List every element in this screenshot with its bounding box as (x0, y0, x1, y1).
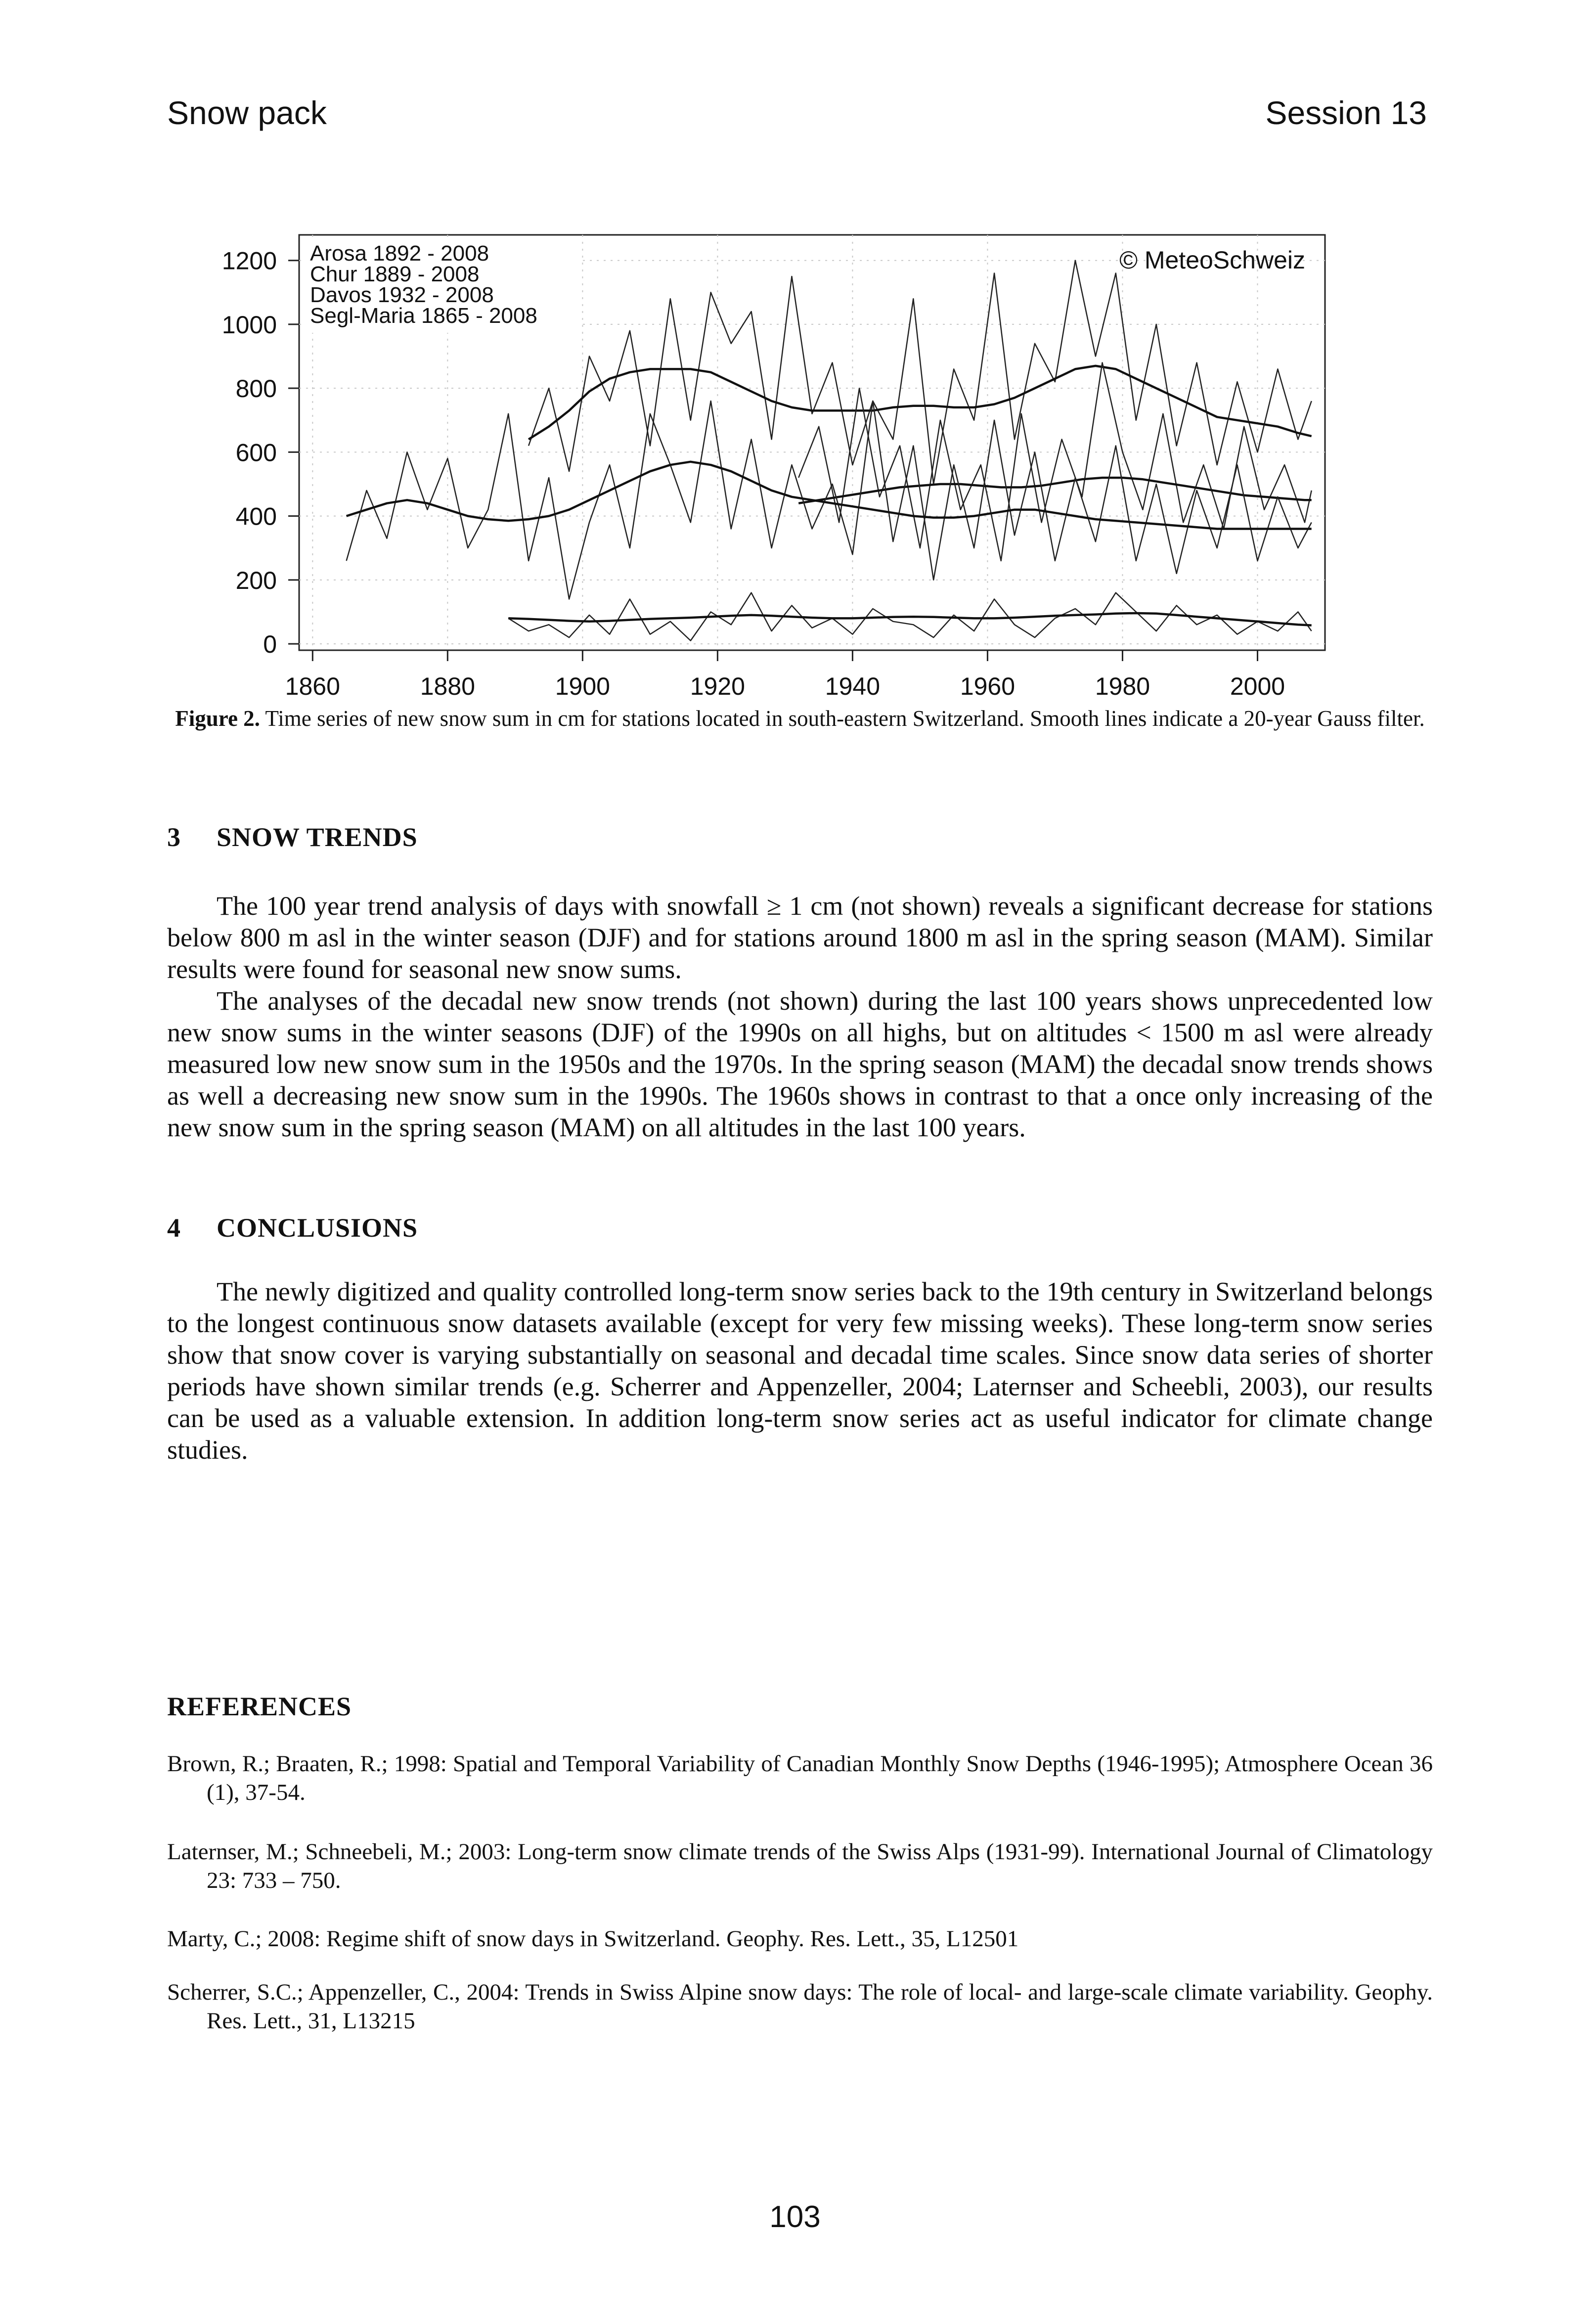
snow-sum-chart (188, 227, 1345, 702)
reference-item: Marty, C.; 2008: Regime shift of snow days in Switzerland. Geophy. Res. Lett., 35, L12501 (167, 1926, 1019, 1952)
legend-entry: Chur 1889 - 2008 (310, 262, 480, 286)
figure-label: Figure 2. (175, 706, 260, 731)
reference-item: Laternser, M.; Schneebeli, M.; 2003: Long-term snow climate trends of the Swiss Alps (1931-99). International Journal of Climatology 23: 733 – 750. (167, 1839, 1433, 1893)
legend-entry: Davos 1932 - 2008 (310, 283, 494, 307)
section-title: SNOW TRENDS (217, 822, 418, 852)
x-tick-label: 1980 (1095, 672, 1150, 700)
legend-entry: Segl-Maria 1865 - 2008 (310, 304, 537, 328)
section-4-body (167, 1276, 1433, 1466)
paragraph: The analyses of the decadal new snow trends (not shown) during the last 100 years shows unprecedented low new snow sums in the winter seasons (DJF) of the 1990s on all highs, but on altitudes < 1500 m asl were already measured low new snow sum in the 1950s and the 1970s. In the spring season (MAM) the decadal snow trends shows as well a decreasing new snow sum in the 1990s. The 1960s shows in contrast to that a once only increasing of the new snow sum in the spring season (MAM) on all altitudes in the last 100 years. (167, 986, 1433, 1142)
section-number: 3 (167, 822, 181, 852)
x-tick-label: 1900 (555, 672, 610, 700)
reference-item: Scherrer, S.C.; Appenzeller, C., 2004: Trends in Swiss Alpine snow days: The role of local- and large-scale climate variability. Geophy. Res. Lett., 31, L13215 (167, 1979, 1433, 2034)
running-header-right: Session 13 (1265, 94, 1427, 131)
section-3-heading (167, 822, 418, 852)
reference-item: Brown, R.; Braaten, R.; 1998: Spatial and Temporal Variability of Canadian Monthly Snow Depths (1946-1995); Atmosphere Ocean 36 (1), 37-54. (167, 1751, 1433, 1805)
references-heading: REFERENCES (167, 1692, 352, 1721)
section-title: CONCLUSIONS (217, 1213, 418, 1243)
y-tick-label: 1000 (221, 311, 277, 339)
x-tick-label: 2000 (1230, 672, 1285, 700)
section-4-heading (167, 1212, 418, 1243)
running-header-left: Snow pack (167, 94, 327, 131)
series-smooth-1 (529, 366, 1312, 440)
x-tick-label: 1940 (825, 672, 881, 700)
x-tick-label: 1880 (420, 672, 475, 700)
copyright-label: © MeteoSchweiz (1119, 246, 1305, 274)
y-tick-label: 400 (235, 502, 277, 531)
series-line-1 (529, 261, 1312, 484)
section-3-body (167, 890, 1433, 1143)
paragraph: The 100 year trend analysis of days with snowfall ≥ 1 cm (not shown) reveals a significant decrease for stations below 800 m asl in the winter season (DJF) and for stations around 1800 m asl in the spring season (MAM). Similar results were found for seasonal new snow sums. (167, 891, 1433, 984)
y-tick-label: 800 (235, 375, 277, 403)
y-tick-label: 0 (263, 630, 277, 659)
section-number: 4 (167, 1213, 181, 1243)
y-tick-label: 600 (235, 439, 277, 467)
series-smooth-3 (798, 478, 1312, 503)
legend-entry: Arosa 1892 - 2008 (310, 241, 489, 266)
figure-caption-text: Time series of new snow sum in cm for stations located in south-eastern Switzerland. Smooth lines indicate a 20-year Gauss filter. (265, 706, 1425, 731)
y-tick-label: 200 (235, 566, 277, 594)
figure-caption (167, 704, 1433, 733)
x-tick-label: 1960 (960, 672, 1016, 700)
x-tick-label: 1860 (285, 672, 340, 700)
paragraph: The newly digitized and quality controlled long-term snow series back to the 19th century in Switzerland belongs to the longest continuous snow datasets available (except for very few missing weeks). These long-term snow series show that snow cover is varying substantially on seasonal and decadal time scales. Since snow data series of shorter periods have shown similar trends (e.g. Scherrer and Appenzeller, 2004; Laternser and Scheebli, 2003), our results can be used as a valuable extension. In addition long-term snow series act as useful indicator for climate change studies. (167, 1277, 1433, 1465)
page-number: 103 (769, 2200, 821, 2234)
y-tick-label: 1200 (221, 247, 277, 275)
x-tick-label: 1920 (690, 672, 745, 700)
